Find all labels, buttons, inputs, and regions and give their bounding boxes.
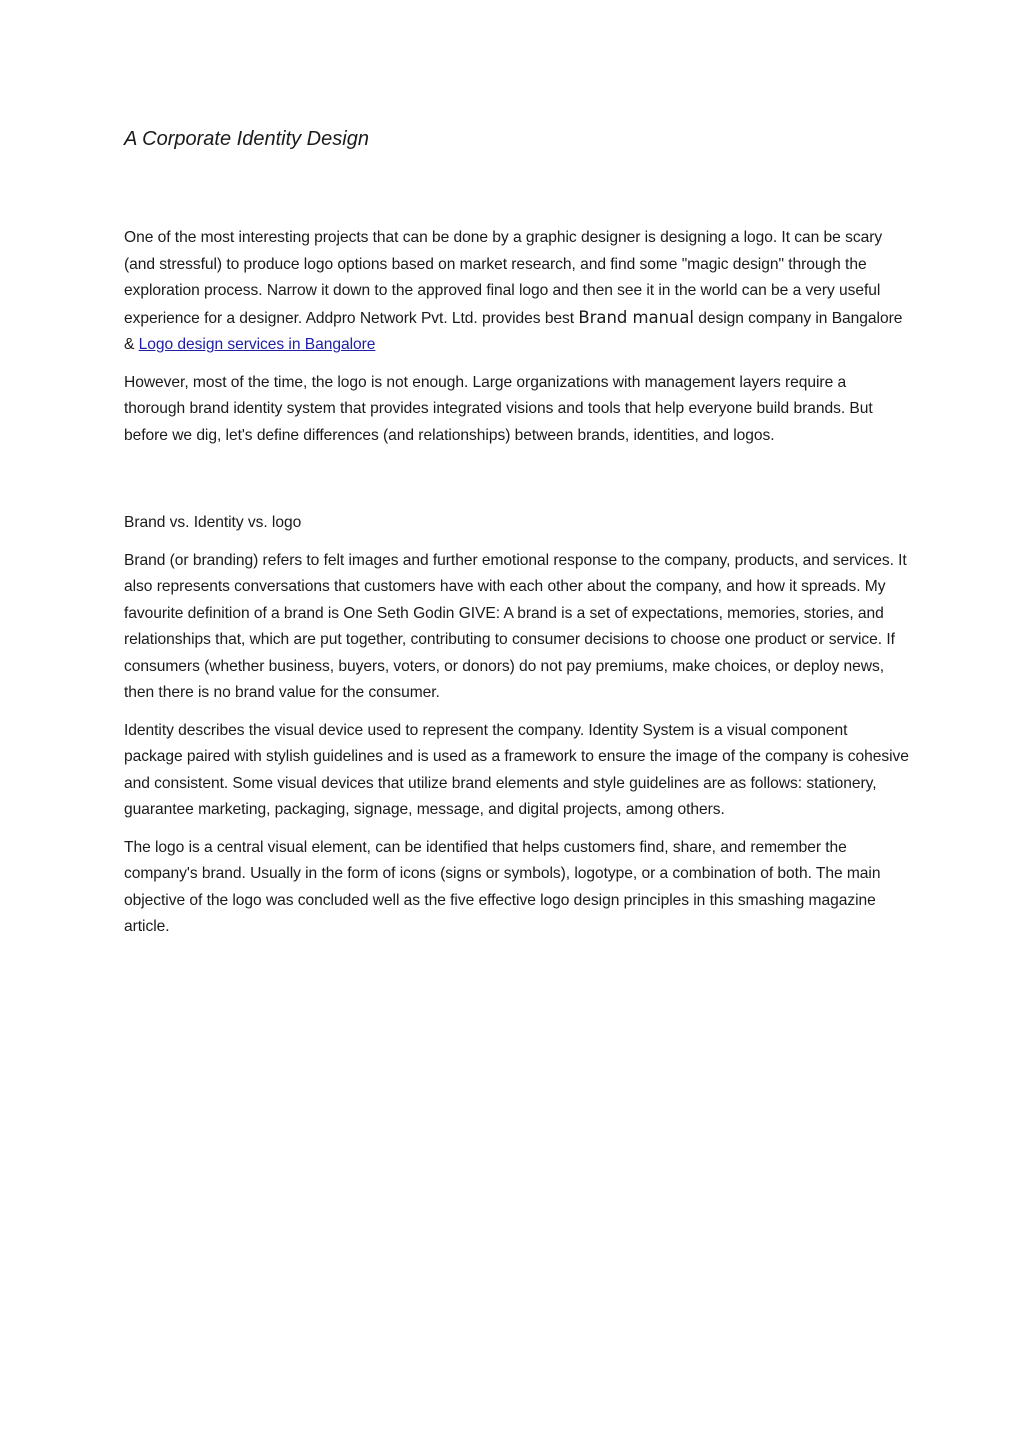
section-heading: Brand vs. Identity vs. logo (124, 514, 302, 531)
logo-design-services-link[interactable]: Logo design services in Bangalore (138, 336, 376, 353)
document-body (124, 124, 910, 941)
paragraph-brand: Brand (or branding) refers to felt images and further emotional response to the company, products, and services. It also represents conversations that customers have with each other about the company, and how it spreads. My favourite definition of a brand is One Seth Godin GIVE: A brand is a set of expectations, memories, stories, and relationships that, which are put together, contributing to consumer decisions to choose one product or service. If consumers (whether business, buyers, voters, or donors) do not pay premiums, make choices, or deploy news, then there is no brand value for the consumer. (124, 551, 907, 701)
paragraph-identity: Identity describes the visual device used to represent the company. Identity System is a visual component package paired with stylish guidelines and is used as a framework to ensure the image of the company is cohesive and consistent. Some visual devices that utilize brand elements and style guidelines are as follows: stationery, guarantee marketing, packaging, signage, message, and digital projects, among others. (124, 721, 909, 818)
intro-paragraph (124, 225, 910, 359)
intro-text-before: One of the most interesting projects that can be done by a graphic designer is designing a logo. It can be scary (and stressful) to produce logo options based on market research, and find some "magic design" through the exploration process. Narrow it down to the approved final logo and then see it in the world can be a very useful experience for a designer. Addpro Network Pvt. Ltd. provides best (124, 229, 883, 327)
document-title: A Corporate Identity Design (124, 128, 369, 150)
paragraph-logo-not-enough: However, most of the time, the logo is not enough. Large organizations with management layers require a thorough brand identity system that provides integrated visions and tools that help everyone build brands. But before we dig, let's define differences (and relationships) between brands, identities, and logos. (124, 373, 873, 444)
brand-manual-text: Brand manual (578, 307, 694, 327)
paragraph-logo: The logo is a central visual element, can be identified that helps customers find, share, and remember the company's brand. Usually in the form of icons (signs or symbols), logotype, or a combination of both. The main objective of the logo was concluded well as the five effective logo design principles in this smashing magazine article. (124, 838, 881, 935)
intro-text-middle: design company in Bangalore & (124, 309, 903, 353)
